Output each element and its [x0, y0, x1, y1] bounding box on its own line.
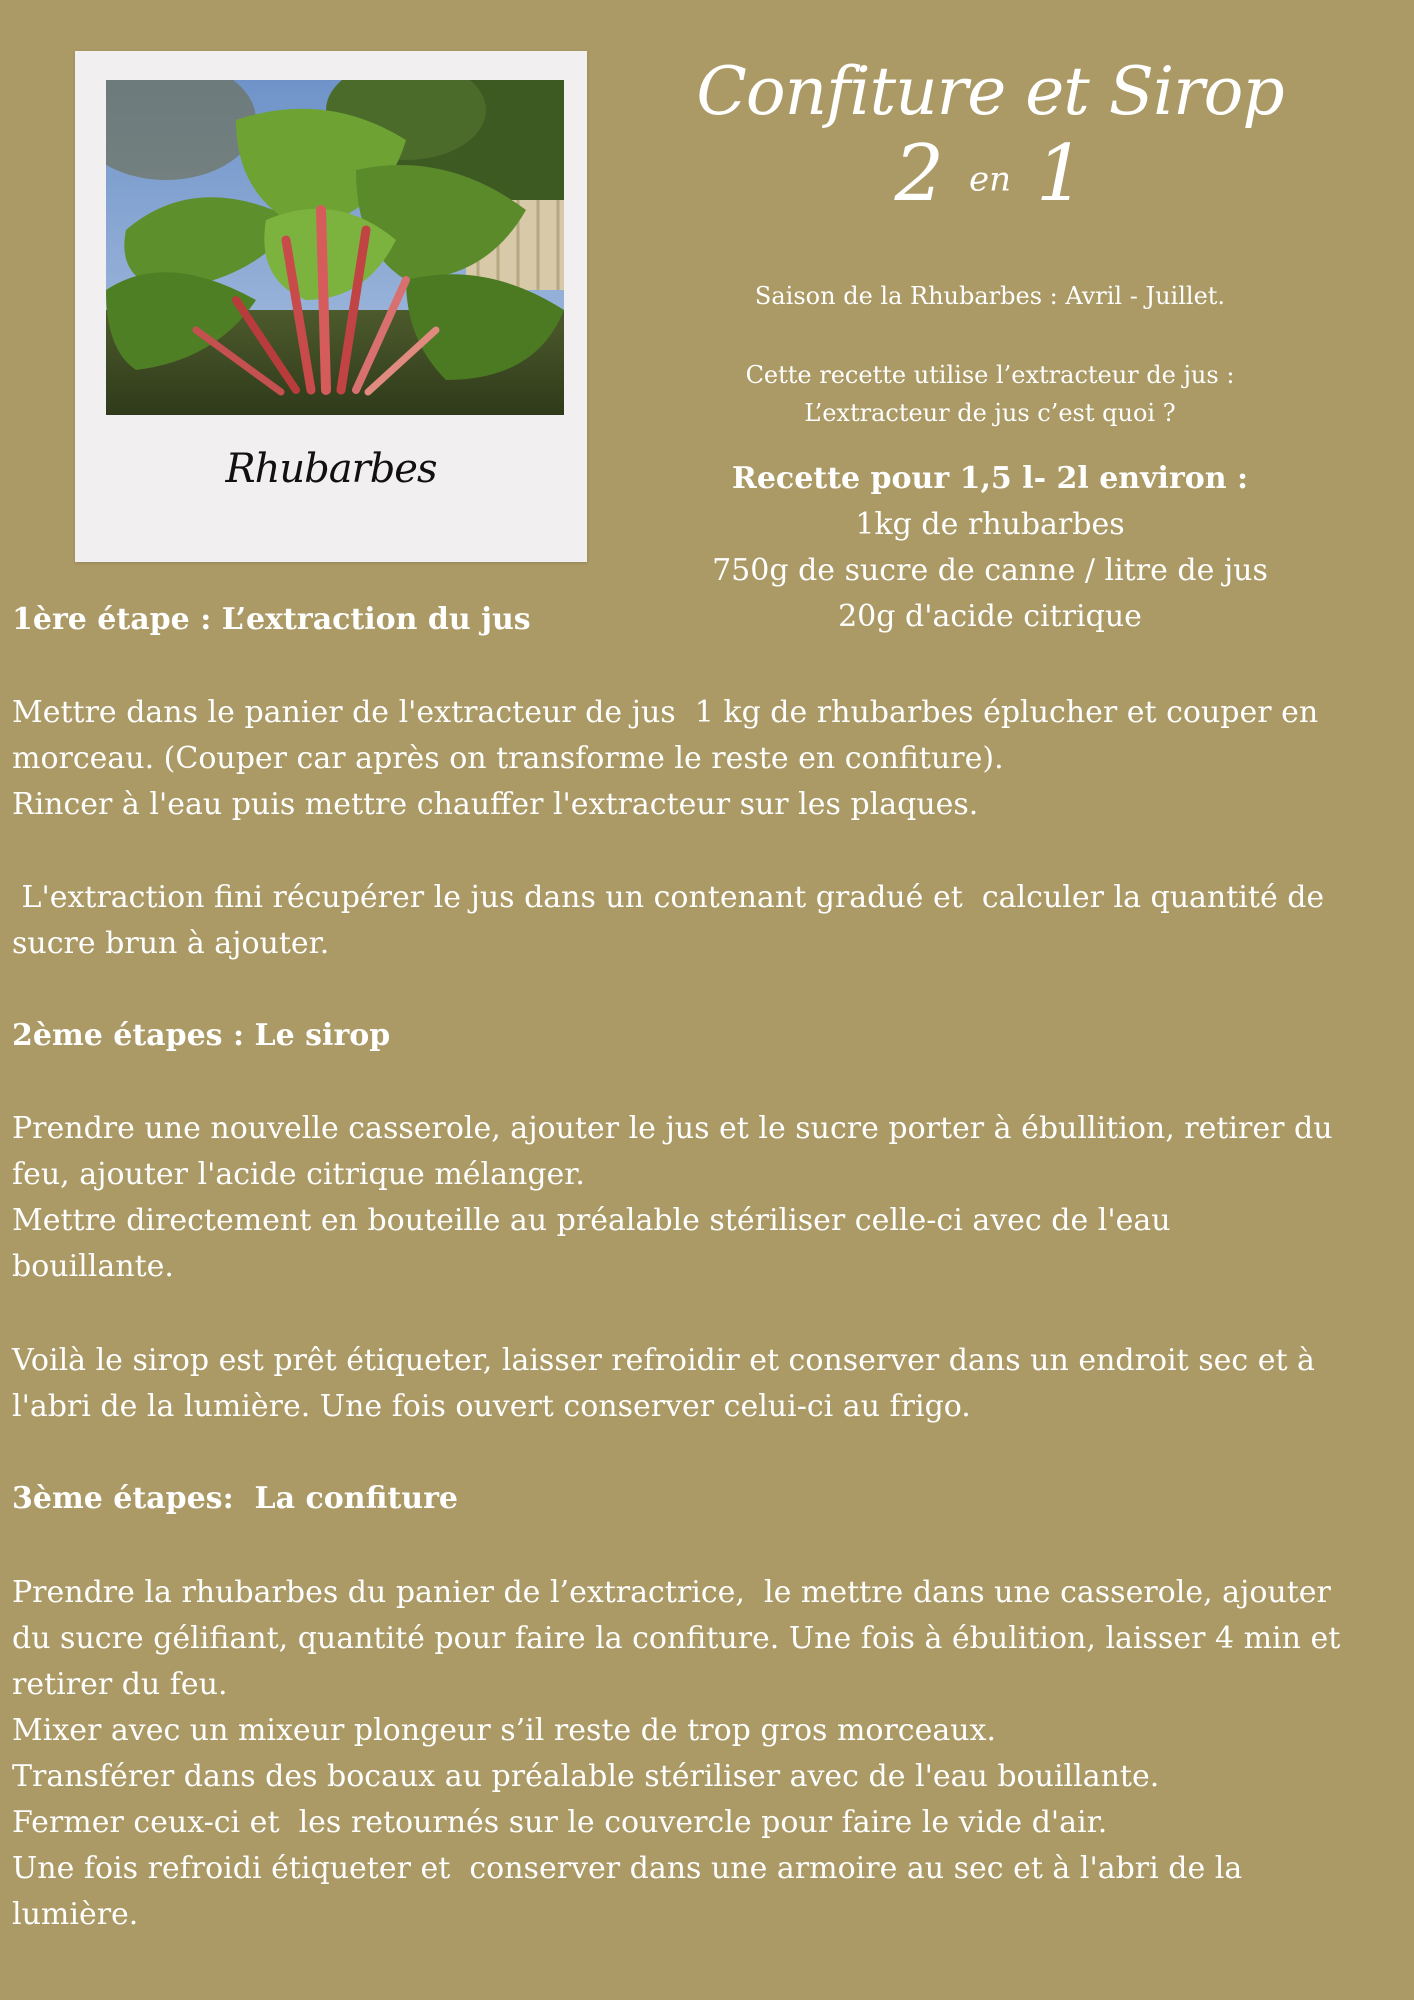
subtitle-number-one: 1 [1035, 129, 1086, 219]
title-block [690, 52, 1290, 222]
page-title: Confiture et Sirop [696, 53, 1284, 130]
polaroid-caption: Rhubarbes [225, 446, 437, 492]
recipe-heading: Recette pour 1,5 l- 2l environ : [731, 461, 1249, 496]
extractor-question: L’extracteur de jus c’est quoi ? [804, 399, 1176, 427]
step-2-title: 2ème étapes : Le sirop [12, 1018, 391, 1053]
polaroid-frame [75, 51, 587, 562]
ingredient-item: 750g de sucre de canne / litre de jus [712, 553, 1268, 588]
step-3-title: 3ème étapes: La confiture [12, 1481, 458, 1516]
rhubarb-photo [106, 80, 564, 415]
step-2-paragraph-1: Prendre une nouvelle casserole, ajouter le jus et le sucre porter à ébullition, retirer du feu, ajouter l'acide citrique mélanger. Mettre directement en bouteille au préalable stériliser celle-ci avec de l'eau bouillante. [12, 1111, 1333, 1284]
ingredient-item: 1kg de rhubarbes [855, 507, 1125, 542]
step-2-paragraph-2: Voilà le sirop est prêt étiqueter, laisser refroidir et conserver dans un endroit sec et à l'abri de la lumière. Une fois ouvert conserver celui-ci au frigo. [12, 1343, 1315, 1424]
step-1-paragraph-2: L'extraction fini récupérer le jus dans un contenant gradué et calculer la quantité de sucre brun à ajouter. [12, 880, 1325, 961]
season-text: Saison de la Rhubarbes : Avril - Juillet. [754, 282, 1226, 310]
page-subtitle [690, 129, 1290, 222]
extractor-text: Cette recette utilise l’extracteur de jus : [745, 361, 1235, 389]
ingredient-item: 20g d'acide citrique [838, 599, 1142, 634]
subtitle-number-two: 2 [894, 129, 945, 219]
step-1-paragraph-1: Mettre dans le panier de l'extracteur de jus 1 kg de rhubarbes éplucher et couper en morceau. (Couper car après on transforme le reste en confiture). Rincer à l'eau puis mettre chauffer l'extracteur sur les plaques. [12, 695, 1319, 822]
subtitle-word-en: en [968, 159, 1012, 200]
step-1-title: 1ère étape : L’extraction du jus [12, 602, 531, 637]
rhubarb-illustration [106, 80, 564, 415]
step-3-paragraph-1: Prendre la rhubarbes du panier de l’extractrice, le mettre dans une casserole, ajouter du sucre gélifiant, quantité pour faire la confiture. Une fois à ébulition, laisser 4 min et retirer du feu. Mixer avec un mixeur plongeur s’il reste de trop gros morceaux. Transférer dans des bocaux au préalable stériliser avec de l'eau bouillante. Fermer ceux-ci et les retournés sur le couvercle pour faire le vide d'air. Une fois refroidi étiqueter et conserver dans une armoire au sec et à l'abri de la lumière. [12, 1575, 1341, 1932]
